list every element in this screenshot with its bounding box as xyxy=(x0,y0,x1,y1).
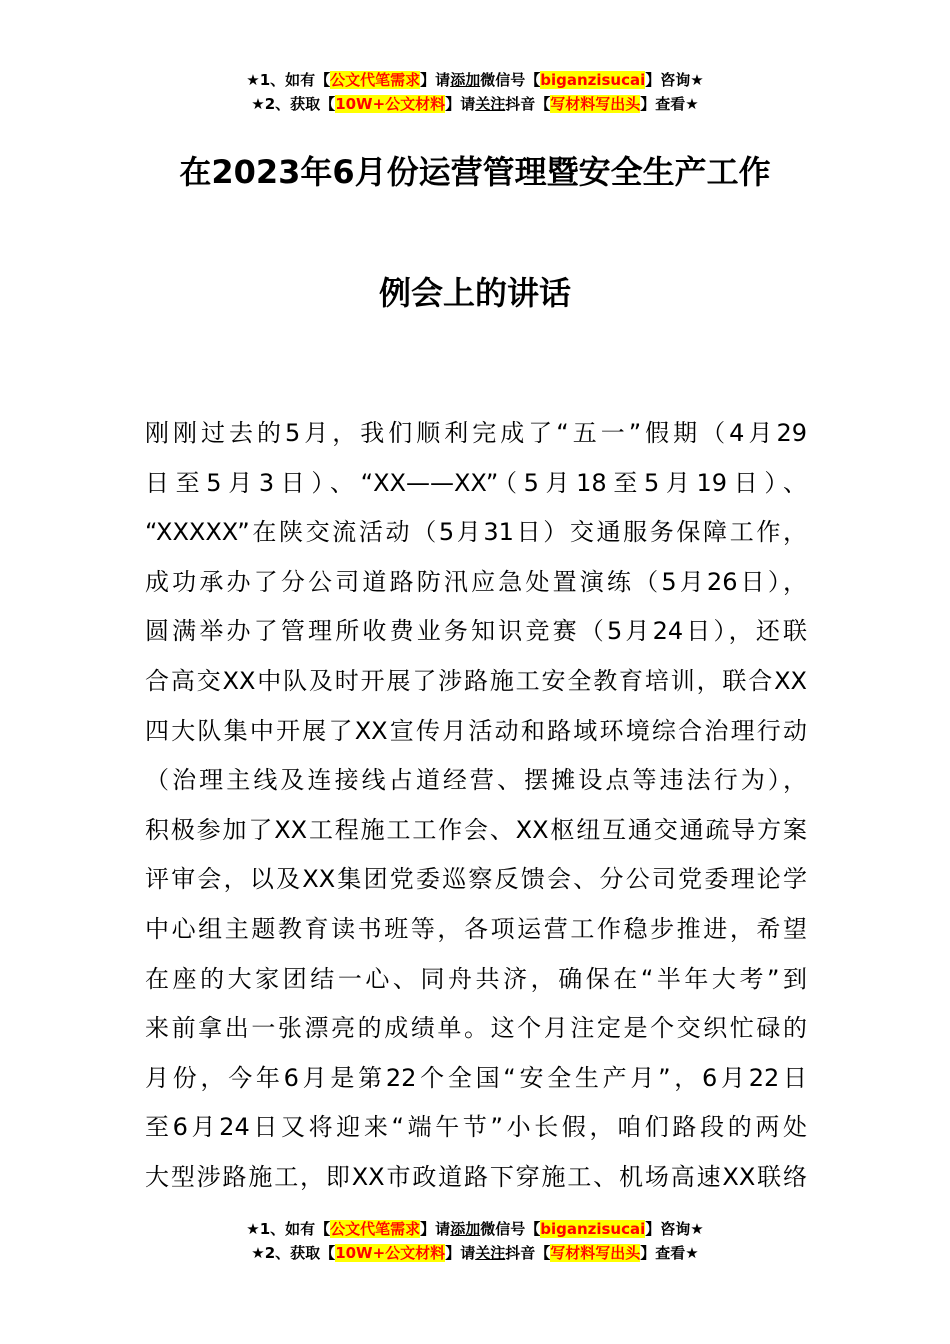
document-title-line-1: 在2023年6月份运营管理暨安全生产工作 xyxy=(179,153,771,191)
top-promo-banner xyxy=(0,68,950,116)
body-line: 日至5月3日）、“XX——XX”（5月18至5月19日）、 xyxy=(145,468,807,497)
body-line: 合高交XX中队及时开展了涉路施工安全教育培训，联合XX xyxy=(145,666,807,695)
promo-underlined: 关注 xyxy=(475,1244,506,1262)
promo-douyin-id: 写材料写出头 xyxy=(550,1244,641,1262)
body-line: 圆满举办了管理所收费业务知识竞赛（5月24日），还联 xyxy=(145,617,807,646)
body-line: 月份，今年6月是第22个全国“安全生产月”，6月22日 xyxy=(145,1063,807,1092)
promo-highlight: 公文代笔需求 xyxy=(330,1220,421,1238)
promo-line-2 xyxy=(0,1241,950,1265)
promo-text: 】查看★ xyxy=(640,1244,699,1262)
body-line: 在座的大家团结一心、同舟共济，确保在“半年大考”到 xyxy=(145,964,807,993)
promo-text: 】请 xyxy=(420,1220,451,1238)
promo-line-1 xyxy=(0,1217,950,1241)
body-line: 评审会，以及XX集团党委巡察反馈会、分公司党委理论学 xyxy=(145,865,807,894)
promo-highlight: 公文代笔需求 xyxy=(330,71,421,89)
promo-underlined: 添加 xyxy=(450,71,481,89)
promo-text: ★1、如有【 xyxy=(246,71,331,89)
body-line: 积极参加了XX工程施工工作会、XX枢纽互通交通疏导方案 xyxy=(145,815,807,844)
promo-underlined: 添加 xyxy=(450,1220,481,1238)
promo-line-2 xyxy=(0,92,950,116)
promo-wechat-id: biganzisucai xyxy=(540,1220,646,1238)
body-line: （治理主线及连接线占道经营、摆摊设点等违法行为）， xyxy=(145,766,807,795)
promo-text: 】请 xyxy=(445,95,476,113)
body-line: 大型涉路施工，即XX市政道路下穿施工、机场高速XX联络 xyxy=(145,1162,807,1191)
promo-text: 抖音【 xyxy=(505,1244,551,1262)
promo-text: 】请 xyxy=(445,1244,476,1262)
promo-text: ★1、如有【 xyxy=(246,1220,331,1238)
promo-text: 微信号【 xyxy=(480,71,541,89)
body-line: 至6月24日又将迎来“端午节”小长假，咱们路段的两处 xyxy=(145,1113,807,1142)
body-line: 四大队集中开展了XX宣传月活动和路域环境综合治理行动 xyxy=(145,716,807,745)
promo-line-1 xyxy=(0,68,950,92)
promo-text: 】咨询★ xyxy=(645,1220,704,1238)
body-line: 刚刚过去的5月，我们顺利完成了“五一”假期（4月29 xyxy=(145,419,807,447)
promo-text: 】请 xyxy=(420,71,451,89)
promo-text: 】咨询★ xyxy=(645,71,704,89)
body-line: 成功承办了分公司道路防汛应急处置演练（5月26日）， xyxy=(145,567,807,596)
promo-text: 】查看★ xyxy=(640,95,699,113)
body-line: 中心组主题教育读书班等，各项运营工作稳步推进，希望 xyxy=(145,914,807,943)
promo-text: 抖音【 xyxy=(505,95,551,113)
promo-underlined: 关注 xyxy=(475,95,506,113)
document-body xyxy=(145,417,807,1211)
body-line: “XXXXX”在陕交流活动（5月31日）交通服务保障工作， xyxy=(145,518,807,547)
promo-douyin-id: 写材料写出头 xyxy=(550,95,641,113)
bottom-promo-banner xyxy=(0,1217,950,1265)
promo-highlight: 10W+公文材料 xyxy=(335,1244,446,1262)
promo-text: ★2、获取【 xyxy=(251,1244,336,1262)
promo-text: 微信号【 xyxy=(480,1220,541,1238)
promo-text: ★2、获取【 xyxy=(251,95,336,113)
body-line: 来前拿出一张漂亮的成绩单。这个月注定是个交织忙碌的 xyxy=(145,1014,807,1043)
document-title-line-2: 例会上的讲话 xyxy=(378,274,571,312)
promo-highlight: 10W+公文材料 xyxy=(335,95,446,113)
promo-wechat-id: biganzisucai xyxy=(540,71,646,89)
